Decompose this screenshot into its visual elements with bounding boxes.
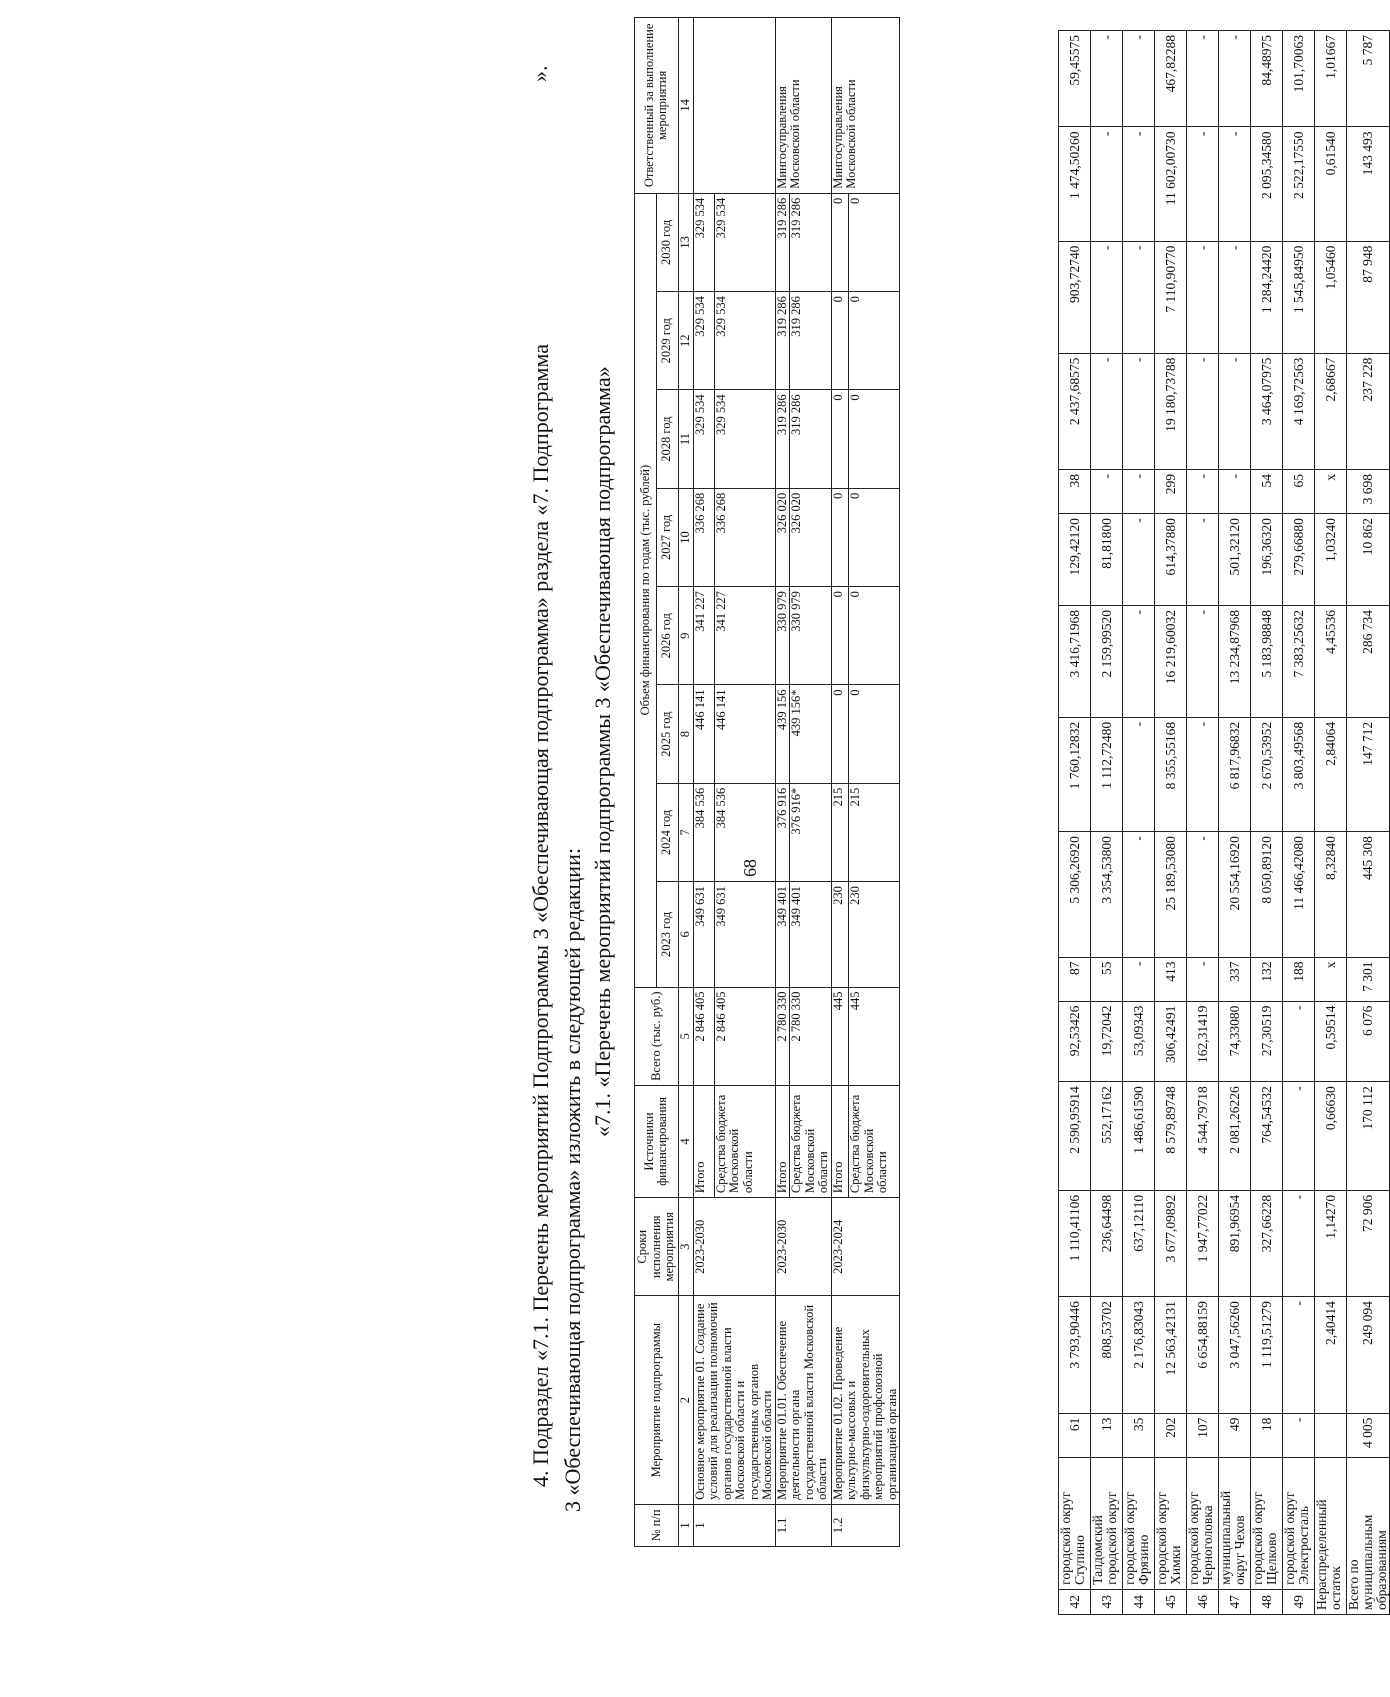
value-cell: 2 670,53952 bbox=[1251, 717, 1283, 831]
value-cell: 1 112,72480 bbox=[1091, 717, 1123, 831]
column-number: 5 bbox=[678, 987, 693, 1085]
municipality-name: городской округ Электросталь bbox=[1283, 1457, 1315, 1589]
value-cell: - bbox=[1219, 127, 1251, 241]
value-cell: 286 734 bbox=[1347, 605, 1390, 717]
value-cell: 249 094 bbox=[1347, 1297, 1390, 1413]
column-number: 2 bbox=[678, 1296, 693, 1504]
header-term: Сроки исполнения мероприятия bbox=[635, 1198, 679, 1296]
municipality-row bbox=[1251, 31, 1283, 1615]
municipality-row bbox=[1283, 31, 1315, 1615]
value-cell: 306,42491 bbox=[1155, 1001, 1187, 1082]
funding-year-value: 446 141 bbox=[714, 685, 775, 783]
value-cell: 337 bbox=[1219, 957, 1251, 1001]
value-cell: x bbox=[1315, 470, 1347, 514]
funding-year-value: 319 286 bbox=[775, 390, 790, 488]
section-title: «7.1. «Перечень мероприятий подпрограммы 3 «Обеспечивающая подпрограмма» bbox=[590, 366, 615, 1137]
value-cell: 147 712 bbox=[1347, 717, 1390, 831]
value-cell: 65 bbox=[1283, 470, 1315, 514]
funding-source: Итого bbox=[693, 1085, 714, 1197]
funding-year-value: 376 916 bbox=[775, 783, 790, 881]
event-description: Мероприятие 01.02. Проведение культурно-массовых и физкультурно-оздоровительных мероприятий профсоюзной организацией органа bbox=[831, 1296, 900, 1504]
value-cell: - bbox=[1091, 241, 1123, 353]
value-cell: - bbox=[1187, 514, 1219, 606]
value-cell: - bbox=[1187, 832, 1219, 957]
value-cell: 202 bbox=[1155, 1413, 1187, 1457]
value-cell: 3 793,90446 bbox=[1059, 1297, 1091, 1413]
funding-total: 2 780 330 bbox=[775, 987, 790, 1085]
funding-year-value: 341 227 bbox=[693, 587, 714, 685]
value-cell: 6 654,88159 bbox=[1187, 1297, 1219, 1413]
funding-total: 445 bbox=[849, 987, 900, 1085]
value-cell: - bbox=[1091, 31, 1123, 127]
municipality-name: городской округ Щелково bbox=[1251, 1457, 1283, 1589]
row-number: 47 bbox=[1219, 1589, 1251, 1614]
value-cell: - bbox=[1219, 470, 1251, 514]
value-cell: 101,70063 bbox=[1283, 31, 1315, 127]
amendment-heading-line-1: 4. Подраздел «7.1. Перечень мероприятий Подпрограммы 3 «Обеспечивающая подпрограмма» раздела «7. Подпрограмма bbox=[528, 344, 553, 1487]
funding-year-value: 349 631 bbox=[714, 882, 775, 987]
funding-year-value: 319 286 bbox=[790, 292, 832, 390]
event-description: Мероприятие 01.01. Обеспечение деятельности органа государственной власти Московской области bbox=[775, 1296, 831, 1504]
funding-year-value: 330 979 bbox=[775, 587, 790, 685]
funding-total: 445 bbox=[831, 987, 849, 1085]
funding-year-value: 319 286 bbox=[790, 390, 832, 488]
value-cell: - bbox=[1219, 353, 1251, 469]
column-number: 14 bbox=[678, 18, 693, 194]
row-number: 48 bbox=[1251, 1589, 1283, 1614]
funding-year-value: 215 bbox=[849, 783, 900, 881]
value-cell: 8 050,89120 bbox=[1251, 832, 1283, 957]
value-cell: 5 183,98848 bbox=[1251, 605, 1283, 717]
value-cell: - bbox=[1283, 1413, 1315, 1457]
value-cell: 170 112 bbox=[1347, 1082, 1390, 1191]
page-number: 68 bbox=[740, 859, 760, 877]
value-cell: 1 947,77022 bbox=[1187, 1190, 1219, 1296]
event-term: 2023-2024 bbox=[831, 1198, 900, 1296]
municipality-name: городской округ Черноголовка bbox=[1187, 1457, 1219, 1589]
value-cell: 132 bbox=[1251, 957, 1283, 1001]
value-cell: 38 bbox=[1059, 470, 1091, 514]
municipality-row bbox=[1187, 31, 1219, 1615]
value-cell: - bbox=[1123, 957, 1155, 1001]
header-year: 2023 год bbox=[656, 882, 678, 987]
value-cell: 196,36320 bbox=[1251, 514, 1283, 606]
funding-year-value: 446 141 bbox=[693, 685, 714, 783]
value-cell: 13 234,87968 bbox=[1219, 605, 1251, 717]
value-cell: 2,40414 bbox=[1315, 1297, 1347, 1413]
funding-year-value: 329 534 bbox=[693, 390, 714, 488]
value-cell: 552,17162 bbox=[1091, 1082, 1123, 1191]
value-cell: 236,64498 bbox=[1091, 1190, 1123, 1296]
funding-year-value: 341 227 bbox=[714, 587, 775, 685]
column-number: 11 bbox=[678, 390, 693, 488]
row-number: 45 bbox=[1155, 1589, 1187, 1614]
value-cell: 1 486,61590 bbox=[1123, 1082, 1155, 1191]
value-cell: 5 306,26920 bbox=[1059, 832, 1091, 957]
funding-year-value: 330 979 bbox=[790, 587, 832, 685]
funding-year-value: 0 bbox=[849, 587, 900, 685]
value-cell: 2 522,17550 bbox=[1283, 127, 1315, 241]
value-cell: - bbox=[1123, 514, 1155, 606]
value-cell: - bbox=[1091, 353, 1123, 469]
value-cell: 764,54532 bbox=[1251, 1082, 1283, 1191]
value-cell: - bbox=[1219, 241, 1251, 353]
value-cell: 637,12110 bbox=[1123, 1190, 1155, 1296]
value-cell: 467,82288 bbox=[1155, 31, 1187, 127]
header-volume: Объем финансирования по годам (тыс. рублей) bbox=[635, 193, 657, 987]
value-cell: 1 110,41106 bbox=[1059, 1190, 1091, 1296]
funding-year-value: 439 156 bbox=[775, 685, 790, 783]
value-cell: 1 284,24420 bbox=[1251, 241, 1283, 353]
value-cell: 107 bbox=[1187, 1413, 1219, 1457]
funding-total: 2 780 330 bbox=[790, 987, 832, 1085]
funding-year-value: 336 268 bbox=[693, 488, 714, 586]
value-cell: 0,66630 bbox=[1315, 1082, 1347, 1191]
value-cell: - bbox=[1123, 353, 1155, 469]
header-year: 2024 год bbox=[656, 783, 678, 881]
funding-total: 2 846 405 bbox=[693, 987, 714, 1085]
value-cell: 129,42120 bbox=[1059, 514, 1091, 606]
header-year: 2027 год bbox=[656, 488, 678, 586]
value-cell: 2,84064 bbox=[1315, 717, 1347, 831]
subprogram-events-table bbox=[634, 17, 900, 1547]
column-number: 3 bbox=[678, 1198, 693, 1296]
value-cell: 72 906 bbox=[1347, 1190, 1390, 1296]
funding-source: Итого bbox=[775, 1085, 790, 1197]
value-cell: - bbox=[1091, 127, 1123, 241]
value-cell: 299 bbox=[1155, 470, 1187, 514]
value-cell: - bbox=[1123, 31, 1155, 127]
value-cell: 59,45575 bbox=[1059, 31, 1091, 127]
funding-year-value: 349 631 bbox=[693, 882, 714, 987]
value-cell: 4,45536 bbox=[1315, 605, 1347, 717]
value-cell: 3 354,53800 bbox=[1091, 832, 1123, 957]
funding-year-value: 349 401 bbox=[790, 882, 832, 987]
header-responsible: Ответственный за выполнение мероприятия bbox=[635, 18, 679, 194]
event-responsible: Мингосуправления Московской области bbox=[831, 18, 900, 194]
value-cell: 1 760,12832 bbox=[1059, 717, 1091, 831]
value-cell: 84,48975 bbox=[1251, 31, 1283, 127]
event-term: 2023-2030 bbox=[775, 1198, 831, 1296]
event-row bbox=[831, 18, 849, 1547]
value-cell: 92,53426 bbox=[1059, 1001, 1091, 1082]
value-cell: - bbox=[1187, 241, 1219, 353]
value-cell: 3 677,09892 bbox=[1155, 1190, 1187, 1296]
value-cell: 4 169,72563 bbox=[1283, 353, 1315, 469]
value-cell: - bbox=[1187, 127, 1219, 241]
funding-year-value: 329 534 bbox=[693, 292, 714, 390]
funding-year-value: 329 534 bbox=[714, 292, 775, 390]
value-cell: 55 bbox=[1091, 957, 1123, 1001]
value-cell: 614,37880 bbox=[1155, 514, 1187, 606]
value-cell: 2 159,99520 bbox=[1091, 605, 1123, 717]
funding-year-value: 329 534 bbox=[714, 193, 775, 291]
event-number: 1.1 bbox=[775, 1504, 831, 1546]
value-cell: - bbox=[1187, 31, 1219, 127]
value-cell: - bbox=[1187, 605, 1219, 717]
funding-year-value: 326 020 bbox=[775, 488, 790, 586]
column-number: 6 bbox=[678, 882, 693, 987]
total-row bbox=[1347, 31, 1390, 1615]
value-cell: 1 119,51279 bbox=[1251, 1297, 1283, 1413]
value-cell: 1 545,84950 bbox=[1283, 241, 1315, 353]
column-number: 8 bbox=[678, 685, 693, 783]
funding-year-value: 215 bbox=[831, 783, 849, 881]
funding-year-value: 336 268 bbox=[714, 488, 775, 586]
value-cell: 327,66228 bbox=[1251, 1190, 1283, 1296]
funding-year-value: 329 534 bbox=[693, 193, 714, 291]
funding-year-value: 326 020 bbox=[790, 488, 832, 586]
value-cell: 53,09343 bbox=[1123, 1001, 1155, 1082]
value-cell: 25 189,53080 bbox=[1155, 832, 1187, 957]
funding-year-value: 384 536 bbox=[693, 783, 714, 881]
value-cell: 808,53702 bbox=[1091, 1297, 1123, 1413]
municipality-name: городской округ Фрязино bbox=[1123, 1457, 1155, 1589]
event-description: Основное мероприятие 01. Создание условий для реализации полномочий органов государственной власти Московской области и государственных органов Московской области bbox=[693, 1296, 775, 1504]
event-row bbox=[693, 18, 714, 1547]
value-cell: 413 bbox=[1155, 957, 1187, 1001]
municipal-table-body bbox=[1059, 31, 1390, 1615]
column-number: 7 bbox=[678, 783, 693, 881]
value-cell: 18 bbox=[1251, 1413, 1283, 1457]
municipality-name: Талдомский городской округ bbox=[1091, 1457, 1123, 1589]
value-cell bbox=[1315, 1413, 1347, 1457]
value-cell: 891,96954 bbox=[1219, 1190, 1251, 1296]
municipality-row bbox=[1155, 31, 1187, 1615]
closing-quote: ». bbox=[527, 65, 552, 82]
value-cell: 19,72042 bbox=[1091, 1001, 1123, 1082]
funding-year-value: 0 bbox=[849, 193, 900, 291]
funding-source: Средства бюджета Московской области bbox=[849, 1085, 900, 1197]
column-number: 12 bbox=[678, 292, 693, 390]
value-cell: 4 544,79718 bbox=[1187, 1082, 1219, 1191]
value-cell: 2 095,34580 bbox=[1251, 127, 1283, 241]
event-number: 1 bbox=[693, 1504, 775, 1546]
value-cell: - bbox=[1187, 957, 1219, 1001]
funding-year-value: 319 286 bbox=[775, 292, 790, 390]
header-source: Источники финансирования bbox=[635, 1085, 679, 1197]
column-number: 10 bbox=[678, 488, 693, 586]
value-cell: 1 474,50260 bbox=[1059, 127, 1091, 241]
municipality-name: городской округ Ступино bbox=[1059, 1457, 1091, 1589]
value-cell: 2,68667 bbox=[1315, 353, 1347, 469]
header-no: № п/п bbox=[635, 1504, 679, 1546]
funding-year-value: 329 534 bbox=[714, 390, 775, 488]
event-term: 2023-2030 bbox=[693, 1198, 775, 1296]
header-year: 2025 год bbox=[656, 685, 678, 783]
row-number: 46 bbox=[1187, 1589, 1219, 1614]
value-cell: - bbox=[1123, 127, 1155, 241]
funding-source: Средства бюджета Московской области bbox=[714, 1085, 775, 1197]
funding-year-value: 319 286 bbox=[775, 193, 790, 291]
value-cell: 87 bbox=[1059, 957, 1091, 1001]
funding-year-value: 230 bbox=[831, 882, 849, 987]
header-year: 2026 год bbox=[656, 587, 678, 685]
row-number: 44 bbox=[1123, 1589, 1155, 1614]
event-responsible bbox=[693, 18, 775, 194]
municipality-row bbox=[1059, 31, 1091, 1615]
value-cell: 445 308 bbox=[1347, 832, 1390, 957]
funding-source: Итого bbox=[831, 1085, 849, 1197]
funding-year-value: 0 bbox=[831, 587, 849, 685]
value-cell: - bbox=[1187, 470, 1219, 514]
column-number: 13 bbox=[678, 193, 693, 291]
column-number: 1 bbox=[678, 1504, 693, 1546]
value-cell: - bbox=[1123, 832, 1155, 957]
funding-year-value: 0 bbox=[849, 390, 900, 488]
event-row bbox=[775, 18, 790, 1547]
value-cell: 2 081,26226 bbox=[1219, 1082, 1251, 1191]
value-cell: 87 948 bbox=[1347, 241, 1390, 353]
value-cell: 143 493 bbox=[1347, 127, 1390, 241]
value-cell: - bbox=[1123, 241, 1155, 353]
value-cell: 7 110,90770 bbox=[1155, 241, 1187, 353]
funding-year-value: 0 bbox=[849, 292, 900, 390]
value-cell: 162,31419 bbox=[1187, 1001, 1219, 1082]
value-cell: 81,81800 bbox=[1091, 514, 1123, 606]
funding-year-value: 0 bbox=[831, 390, 849, 488]
funding-year-value: 0 bbox=[849, 488, 900, 586]
funding-year-value: 230 bbox=[849, 882, 900, 987]
value-cell: 11 466,42080 bbox=[1283, 832, 1315, 957]
header-year: 2029 год bbox=[656, 292, 678, 390]
funding-year-value: 0 bbox=[831, 685, 849, 783]
value-cell: 12 563,42131 bbox=[1155, 1297, 1187, 1413]
undistributed-row bbox=[1315, 31, 1347, 1615]
value-cell: - bbox=[1123, 605, 1155, 717]
value-cell: 61 bbox=[1059, 1413, 1091, 1457]
row-number: 42 bbox=[1059, 1589, 1091, 1614]
value-cell: 2 176,83043 bbox=[1123, 1297, 1155, 1413]
value-cell: 49 bbox=[1219, 1413, 1251, 1457]
events-table-body bbox=[678, 18, 900, 1547]
value-cell: 3 047,56260 bbox=[1219, 1297, 1251, 1413]
funding-total: 2 846 405 bbox=[714, 987, 775, 1085]
value-cell: 27,30519 bbox=[1251, 1001, 1283, 1082]
header-year: 2028 год bbox=[656, 390, 678, 488]
value-cell: 0,61540 bbox=[1315, 127, 1347, 241]
value-cell: 6 817,96832 bbox=[1219, 717, 1251, 831]
funding-year-value: 0 bbox=[831, 292, 849, 390]
value-cell: - bbox=[1123, 470, 1155, 514]
value-cell: 0,59514 bbox=[1315, 1001, 1347, 1082]
value-cell: 7 383,25632 bbox=[1283, 605, 1315, 717]
value-cell: 8 355,55168 bbox=[1155, 717, 1187, 831]
funding-year-value: 439 156* bbox=[790, 685, 832, 783]
header-row-1 bbox=[635, 18, 657, 1547]
header-year: 2030 год bbox=[656, 193, 678, 291]
row-number: 43 bbox=[1091, 1589, 1123, 1614]
amendment-heading-line-2: 3 «Обеспечивающая подпрограмма» изложить в следующей редакции: bbox=[560, 848, 585, 1512]
value-cell: 501,32120 bbox=[1219, 514, 1251, 606]
value-cell: 237 228 bbox=[1347, 353, 1390, 469]
value-cell: - bbox=[1219, 31, 1251, 127]
value-cell: 13 bbox=[1091, 1413, 1123, 1457]
municipality-name: муниципальный округ Чехов bbox=[1219, 1457, 1251, 1589]
value-cell: - bbox=[1187, 353, 1219, 469]
value-cell: 2 590,95914 bbox=[1059, 1082, 1091, 1191]
value-cell: 2 437,68575 bbox=[1059, 353, 1091, 469]
value-cell: 6 076 bbox=[1347, 1001, 1390, 1082]
funding-year-value: 349 401 bbox=[775, 882, 790, 987]
funding-year-value: 0 bbox=[849, 685, 900, 783]
funding-year-value: 384 536 bbox=[714, 783, 775, 881]
municipality-row bbox=[1123, 31, 1155, 1615]
value-cell: 3 698 bbox=[1347, 470, 1390, 514]
funding-year-value: 319 286 bbox=[790, 193, 832, 291]
value-cell: - bbox=[1283, 1082, 1315, 1191]
value-cell: 11 602,00730 bbox=[1155, 127, 1187, 241]
value-cell: - bbox=[1283, 1001, 1315, 1082]
municipal-distribution-table bbox=[1058, 30, 1390, 1615]
value-cell: 1,05460 bbox=[1315, 241, 1347, 353]
value-cell: - bbox=[1091, 470, 1123, 514]
value-cell: 903,72740 bbox=[1059, 241, 1091, 353]
value-cell: - bbox=[1123, 717, 1155, 831]
value-cell: 3 803,49568 bbox=[1283, 717, 1315, 831]
funding-year-value: 0 bbox=[831, 488, 849, 586]
value-cell: 4 005 bbox=[1347, 1413, 1390, 1457]
value-cell: 8,32840 bbox=[1315, 832, 1347, 957]
column-number: 4 bbox=[678, 1085, 693, 1197]
event-number: 1.2 bbox=[831, 1504, 900, 1546]
value-cell: 188 bbox=[1283, 957, 1315, 1001]
column-number: 9 bbox=[678, 587, 693, 685]
row-number: 49 bbox=[1283, 1589, 1315, 1614]
value-cell: 54 bbox=[1251, 470, 1283, 514]
event-responsible: Мингосуправления Московской области bbox=[775, 18, 831, 194]
value-cell: 1,14270 bbox=[1315, 1190, 1347, 1296]
municipality-name: городской округ Химки bbox=[1155, 1457, 1187, 1589]
value-cell: 7 301 bbox=[1347, 957, 1390, 1001]
value-cell: 10 862 bbox=[1347, 514, 1390, 606]
value-cell: x bbox=[1315, 957, 1347, 1001]
municipality-row bbox=[1091, 31, 1123, 1615]
value-cell: 279,66880 bbox=[1283, 514, 1315, 606]
value-cell: 19 180,73788 bbox=[1155, 353, 1187, 469]
value-cell: 3 416,71968 bbox=[1059, 605, 1091, 717]
value-cell: 16 219,60032 bbox=[1155, 605, 1187, 717]
value-cell: 5 787 bbox=[1347, 31, 1390, 127]
value-cell: 20 554,16920 bbox=[1219, 832, 1251, 957]
value-cell: - bbox=[1283, 1297, 1315, 1413]
value-cell: 1,03240 bbox=[1315, 514, 1347, 606]
header-event: Мероприятие подпрограммы bbox=[635, 1296, 679, 1504]
municipality-row bbox=[1219, 31, 1251, 1615]
value-cell: - bbox=[1283, 1190, 1315, 1296]
funding-year-value: 0 bbox=[831, 193, 849, 291]
header-total: Всего (тыс. руб.) bbox=[635, 987, 679, 1085]
undistributed-label: Нераспределенный остаток bbox=[1315, 1457, 1347, 1614]
total-label: Всего по муниципальным образованиям bbox=[1347, 1457, 1390, 1614]
value-cell: 8 579,89748 bbox=[1155, 1082, 1187, 1191]
value-cell: 3 464,07975 bbox=[1251, 353, 1283, 469]
value-cell: 1,01667 bbox=[1315, 31, 1347, 127]
value-cell: 74,33080 bbox=[1219, 1001, 1251, 1082]
column-numbers-row bbox=[678, 18, 693, 1547]
value-cell: 35 bbox=[1123, 1413, 1155, 1457]
funding-source: Средства бюджета Московской области bbox=[790, 1085, 832, 1197]
value-cell: - bbox=[1187, 717, 1219, 831]
funding-year-value: 376 916* bbox=[790, 783, 832, 881]
